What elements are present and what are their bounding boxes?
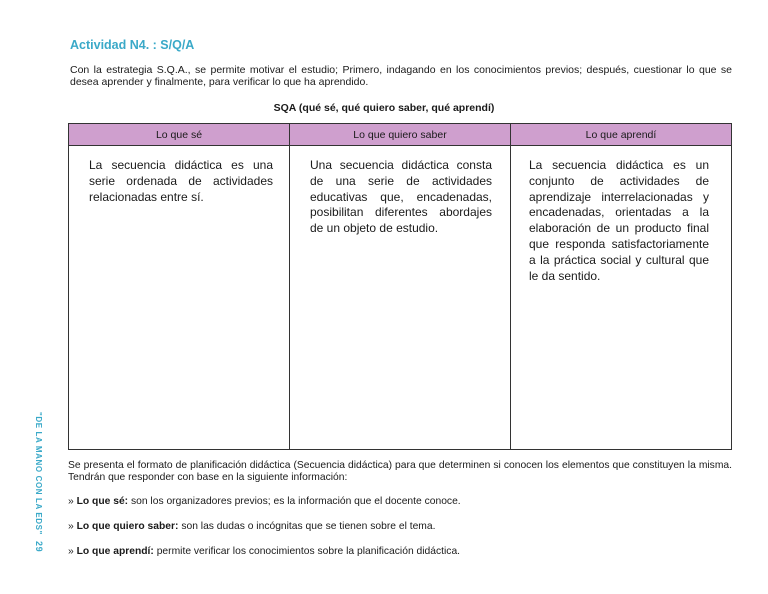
bullet-term: Lo que quiero saber: <box>76 521 179 532</box>
side-label <box>28 412 48 572</box>
bullet-text: permite verificar los conocimientos sobre la planificación didáctica. <box>153 546 461 557</box>
table-header-row <box>69 124 732 146</box>
activity-title: Actividad N4. : S/Q/A <box>70 38 195 52</box>
header-lo-que-aprendi: Lo que aprendí <box>511 124 732 146</box>
bullet-term: Lo que aprendí: <box>76 546 154 557</box>
side-label-text <box>34 412 44 552</box>
bullet-marker: » <box>68 521 74 532</box>
list-item <box>68 546 461 571</box>
page-number: 29 <box>34 541 44 553</box>
footer-paragraph: Se presenta el formato de planificación didáctica (Secuencia didáctica) para que determinen si conocen los elementos que constituyen la misma. Tendrán que responder con base en la siguiente información: <box>68 460 732 483</box>
cell-lo-que-quiero-saber: Una secuencia didáctica consta de una serie de actividades educativas que, encadenadas, posibilitan diferentes abordajes de un objeto de estudio. <box>290 146 511 450</box>
header-lo-que-quiero-saber: Lo que quiero saber <box>290 124 511 146</box>
table-row <box>69 146 732 450</box>
cell-lo-que-aprendi: La secuencia didáctica es un conjunto de actividades de aprendizaje interrelacionadas y encadenadas, orientadas a la elaboración de un producto final que responda satisfactoriamente a la práctica social y cultural que le da sentido. <box>511 146 732 450</box>
bullet-text: son las dudas o incógnitas que se tienen sobre el tema. <box>178 521 436 532</box>
bullet-term: Lo que sé: <box>76 496 129 507</box>
bullet-text: son los organizadores previos; es la información que el docente conoce. <box>128 496 461 507</box>
side-title: "DE LA MANO CON LA EDS" <box>34 412 43 536</box>
intro-paragraph: Con la estrategia S.Q.A., se permite motivar el estudio; Primero, indagando en los conocimientos previos; después, cuestionar lo que se desea aprender y finalmente, para verificar lo que ha aprendido. <box>70 64 732 88</box>
list-item <box>68 521 461 546</box>
list-item <box>68 496 461 521</box>
table-title: SQA (qué sé, qué quiero saber, qué aprendí) <box>273 102 495 114</box>
bullet-marker: » <box>68 546 74 557</box>
cell-lo-que-se: La secuencia didáctica es una serie ordenada de actividades relacionadas entre sí. <box>69 146 290 450</box>
header-lo-que-se: Lo que sé <box>69 124 290 146</box>
bullet-list <box>68 496 461 571</box>
bullet-marker: » <box>68 496 74 507</box>
sqa-table <box>68 123 732 450</box>
